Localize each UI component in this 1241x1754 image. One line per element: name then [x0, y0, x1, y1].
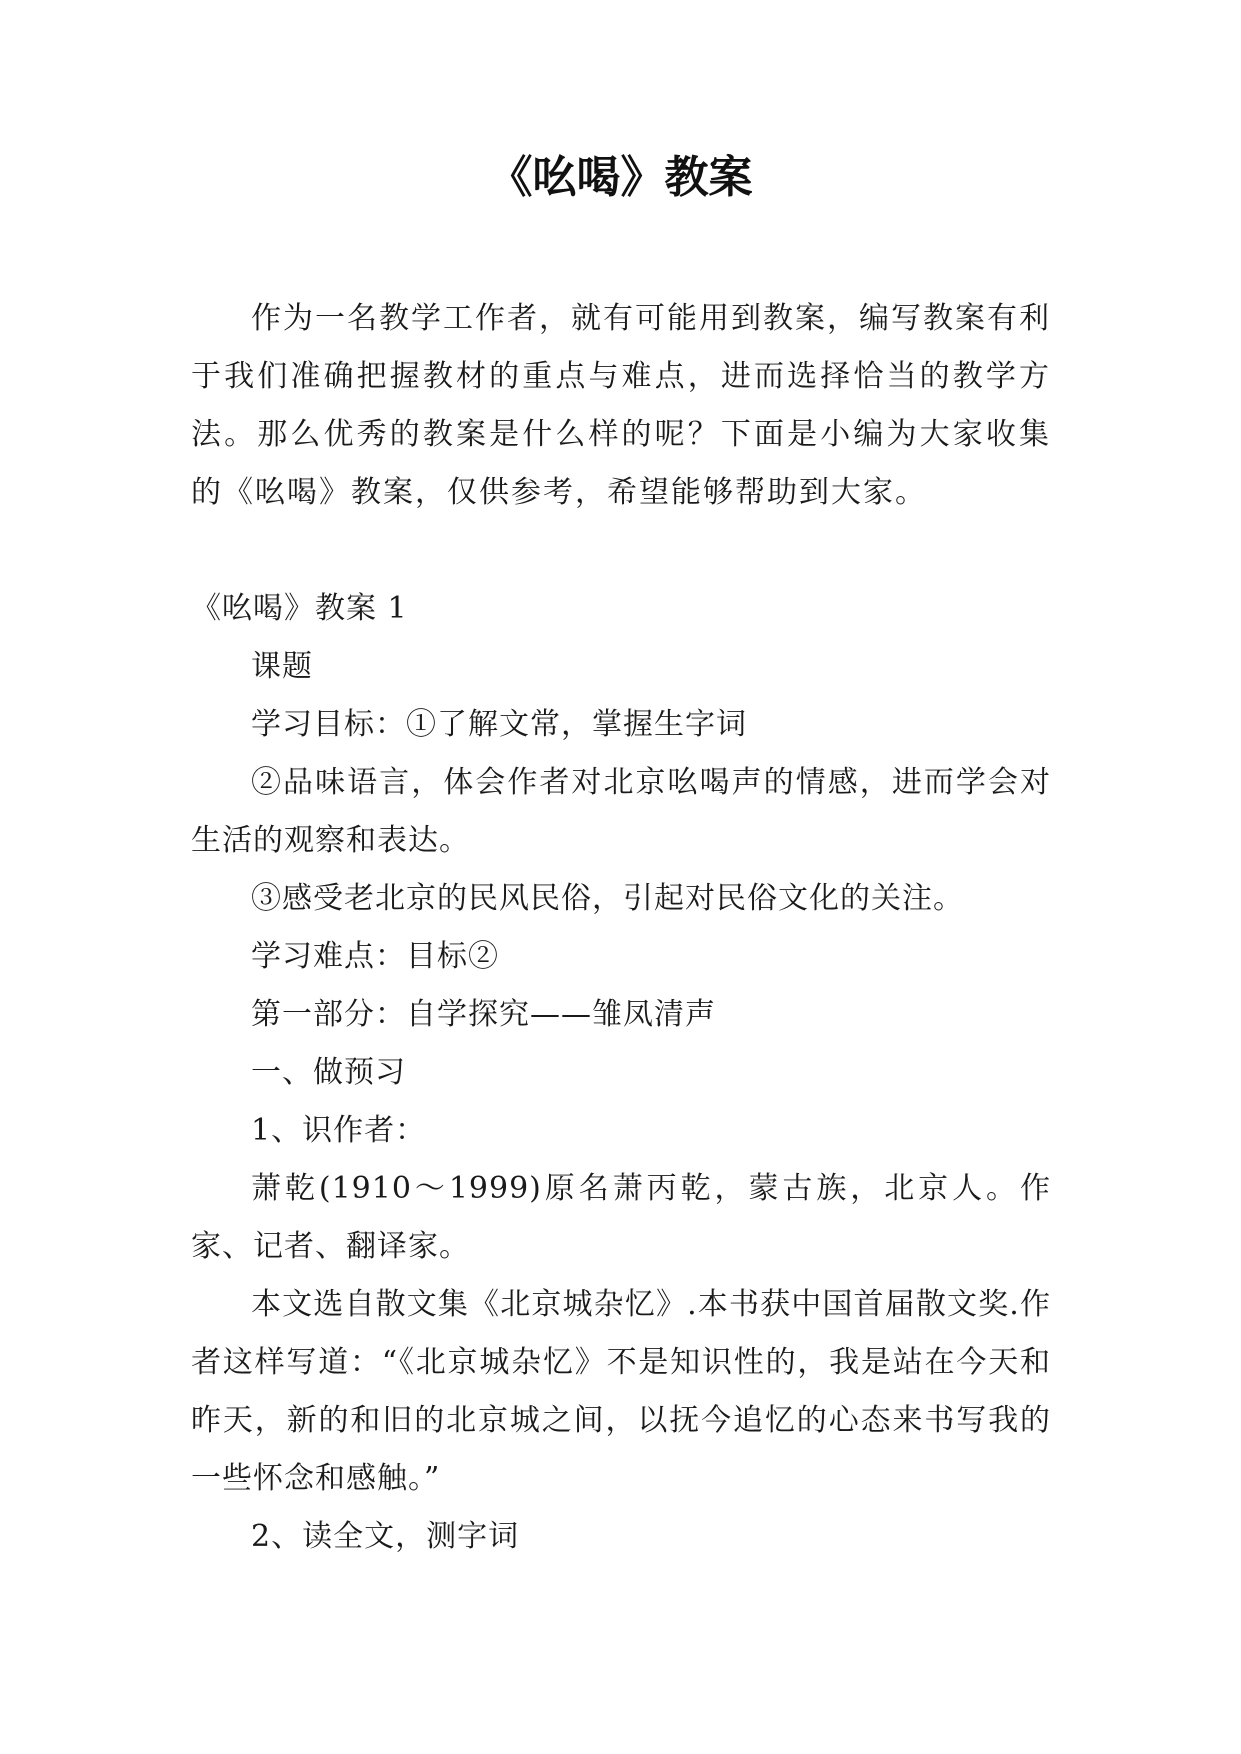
- paragraph-source: 本文选自散文集《北京城杂忆》.本书获中国首届散文奖.作者这样写道：“《北京城杂忆》不是知识性的，我是站在今天和昨天，新的和旧的北京城之间，以抚今追忆的心态来书写我的一些怀念和感触。”: [191, 1287, 1051, 1496]
- paragraph-preview: 一、做预习: [251, 1055, 406, 1090]
- section-heading: 《吆喝》教案 1: [191, 591, 408, 626]
- document-title: 《吆喝》教案: [488, 152, 753, 203]
- paragraph-goal-3: ③感受老北京的民风民俗，引起对民俗文化的关注。: [251, 881, 964, 916]
- paragraph-difficulty: 学习难点：目标②: [251, 939, 499, 974]
- paragraph-read-text: 2、读全文，测字词: [251, 1519, 520, 1554]
- paragraph-topic: 课题: [251, 649, 313, 684]
- intro-paragraph: 作为一名教学工作者，就有可能用到教案，编写教案有利于我们准确把握教材的重点与难点，进而选择恰当的教学方法。那么优秀的教案是什么样的呢？下面是小编为大家收集的《吆喝》教案，仅供参考，希望能够帮助到大家。: [191, 301, 1051, 510]
- paragraph-goal-2: ②品味语言，体会作者对北京吆喝声的情感，进而学会对生活的观察和表达。: [191, 765, 1051, 858]
- paragraph-author-bio: 萧乾(1910～1999)原名萧丙乾，蒙古族，北京人。作家、记者、翻译家。: [191, 1171, 1051, 1264]
- paragraph-goals: 学习目标：①了解文常，掌握生字词: [251, 707, 747, 742]
- lesson-plan-section: [191, 580, 1051, 1566]
- paragraph-part-one: 第一部分：自学探究——雏凤清声: [251, 997, 716, 1032]
- paragraph-author-heading: 1、识作者：: [251, 1113, 427, 1148]
